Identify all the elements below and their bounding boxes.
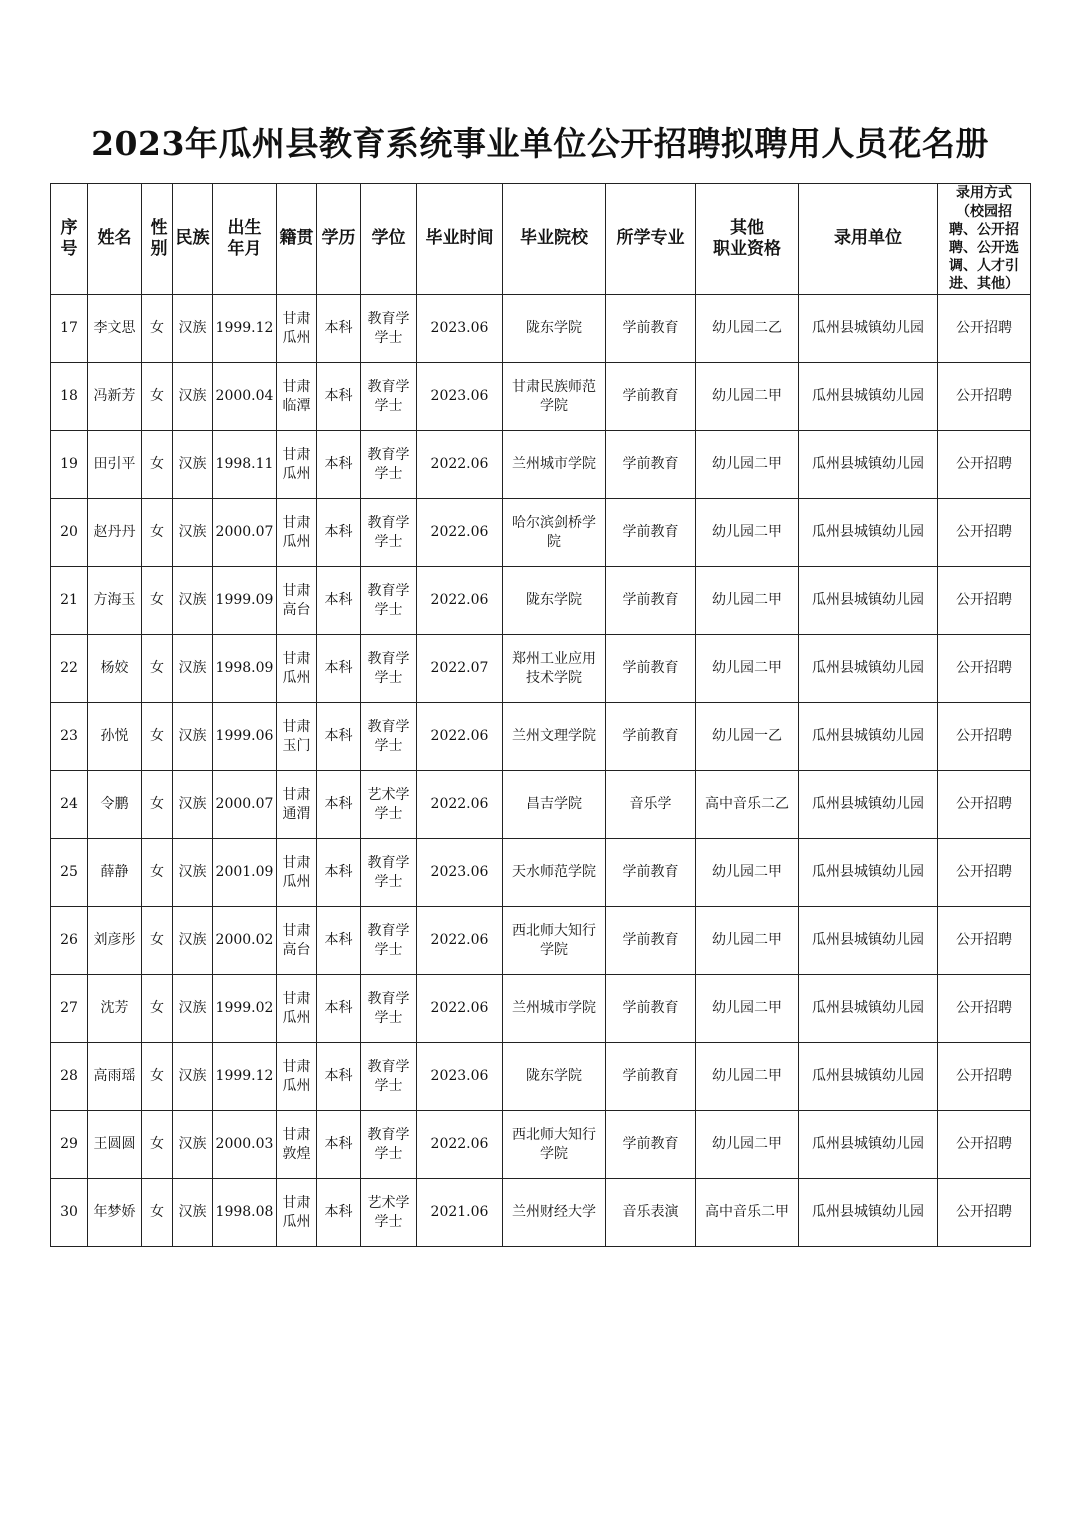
table-row [51,703,1031,771]
cell-gender: 女 [142,363,173,431]
cell-major: 学前教育 [606,499,696,567]
header-unit: 录用单位 [799,184,938,295]
cell-education: 本科 [317,295,361,363]
cell-name: 赵丹丹 [88,499,142,567]
cell-school: 昌吉学院 [503,771,606,839]
cell-name: 李文思 [88,295,142,363]
cell-birth: 2000.07 [213,771,277,839]
cell-qualification: 幼儿园二甲 [696,839,799,907]
cell-method: 公开招聘 [938,1179,1031,1247]
cell-grad-time: 2022.06 [417,907,503,975]
cell-method: 公开招聘 [938,703,1031,771]
table-row [51,975,1031,1043]
cell-seq: 28 [51,1043,88,1111]
cell-major: 学前教育 [606,1111,696,1179]
cell-birth: 2000.07 [213,499,277,567]
cell-method: 公开招聘 [938,431,1031,499]
cell-unit: 瓜州县城镇幼儿园 [799,567,938,635]
cell-name: 王圆圆 [88,1111,142,1179]
header-seq: 序号 [51,184,88,295]
cell-gender: 女 [142,907,173,975]
cell-degree: 教育学学士 [361,363,417,431]
header-major: 所学专业 [606,184,696,295]
header-birth: 出生年月 [213,184,277,295]
cell-unit: 瓜州县城镇幼儿园 [799,1111,938,1179]
cell-ethnicity: 汉族 [173,295,213,363]
cell-grad-time: 2021.06 [417,1179,503,1247]
page-title: 2023年瓜州县教育系统事业单位公开招聘拟聘用人员花名册 [91,124,989,163]
cell-education: 本科 [317,907,361,975]
cell-method: 公开招聘 [938,975,1031,1043]
cell-degree: 教育学学士 [361,1043,417,1111]
cell-ethnicity: 汉族 [173,1111,213,1179]
cell-seq: 18 [51,363,88,431]
cell-education: 本科 [317,431,361,499]
cell-seq: 30 [51,1179,88,1247]
cell-birth: 2001.09 [213,839,277,907]
cell-unit: 瓜州县城镇幼儿园 [799,975,938,1043]
cell-origin: 甘肃瓜州 [277,499,317,567]
cell-school: 哈尔滨剑桥学院 [503,499,606,567]
table-row [51,431,1031,499]
cell-seq: 17 [51,295,88,363]
cell-qualification: 幼儿园二甲 [696,499,799,567]
header-ethnicity: 民族 [173,184,213,295]
cell-grad-time: 2023.06 [417,363,503,431]
cell-degree: 教育学学士 [361,499,417,567]
cell-gender: 女 [142,295,173,363]
cell-name: 薛静 [88,839,142,907]
cell-major: 学前教育 [606,975,696,1043]
cell-gender: 女 [142,1179,173,1247]
table-body [51,295,1031,1247]
cell-grad-time: 2022.06 [417,567,503,635]
cell-school: 陇东学院 [503,295,606,363]
cell-birth: 1998.08 [213,1179,277,1247]
cell-degree: 艺术学学士 [361,771,417,839]
cell-birth: 2000.02 [213,907,277,975]
table-row [51,907,1031,975]
cell-qualification: 幼儿园二甲 [696,363,799,431]
cell-name: 田引平 [88,431,142,499]
cell-origin: 甘肃高台 [277,907,317,975]
header-method: 录用方式（校园招聘、公开招聘、公开选调、人才引进、其他） [938,184,1031,295]
cell-name: 沈芳 [88,975,142,1043]
cell-birth: 1999.12 [213,1043,277,1111]
cell-unit: 瓜州县城镇幼儿园 [799,703,938,771]
cell-education: 本科 [317,1111,361,1179]
cell-origin: 甘肃通渭 [277,771,317,839]
header-qualification-line1: 其他 [730,217,764,238]
cell-education: 本科 [317,771,361,839]
cell-method: 公开招聘 [938,295,1031,363]
cell-birth: 1999.09 [213,567,277,635]
cell-seq: 29 [51,1111,88,1179]
cell-gender: 女 [142,567,173,635]
cell-birth: 1999.02 [213,975,277,1043]
cell-school: 兰州文理学院 [503,703,606,771]
table-row [51,1179,1031,1247]
cell-qualification: 幼儿园二甲 [696,975,799,1043]
cell-qualification: 幼儿园二甲 [696,907,799,975]
cell-education: 本科 [317,499,361,567]
cell-origin: 甘肃瓜州 [277,1179,317,1247]
cell-seq: 25 [51,839,88,907]
cell-grad-time: 2022.06 [417,499,503,567]
cell-seq: 27 [51,975,88,1043]
cell-unit: 瓜州县城镇幼儿园 [799,907,938,975]
cell-gender: 女 [142,839,173,907]
cell-degree: 教育学学士 [361,567,417,635]
cell-gender: 女 [142,1043,173,1111]
header-row [51,184,1031,295]
cell-birth: 1998.09 [213,635,277,703]
cell-school: 陇东学院 [503,1043,606,1111]
cell-grad-time: 2022.06 [417,1111,503,1179]
cell-degree: 教育学学士 [361,907,417,975]
cell-ethnicity: 汉族 [173,635,213,703]
cell-grad-time: 2022.06 [417,975,503,1043]
cell-origin: 甘肃瓜州 [277,839,317,907]
cell-major: 学前教育 [606,363,696,431]
cell-degree: 教育学学士 [361,703,417,771]
cell-school: 郑州工业应用技术学院 [503,635,606,703]
cell-degree: 教育学学士 [361,295,417,363]
table-row [51,499,1031,567]
cell-birth: 2000.04 [213,363,277,431]
cell-school: 兰州城市学院 [503,431,606,499]
cell-unit: 瓜州县城镇幼儿园 [799,499,938,567]
cell-major: 学前教育 [606,1043,696,1111]
cell-origin: 甘肃瓜州 [277,635,317,703]
cell-grad-time: 2023.06 [417,839,503,907]
cell-major: 学前教育 [606,635,696,703]
cell-seq: 24 [51,771,88,839]
table-row [51,295,1031,363]
cell-ethnicity: 汉族 [173,975,213,1043]
cell-degree: 教育学学士 [361,1111,417,1179]
table-row [51,1043,1031,1111]
cell-origin: 甘肃临潭 [277,363,317,431]
cell-ethnicity: 汉族 [173,363,213,431]
cell-school: 兰州城市学院 [503,975,606,1043]
cell-ethnicity: 汉族 [173,703,213,771]
cell-unit: 瓜州县城镇幼儿园 [799,771,938,839]
cell-gender: 女 [142,703,173,771]
cell-unit: 瓜州县城镇幼儿园 [799,363,938,431]
cell-seq: 26 [51,907,88,975]
cell-seq: 23 [51,703,88,771]
cell-qualification: 高中音乐二甲 [696,1179,799,1247]
cell-gender: 女 [142,635,173,703]
cell-name: 杨姣 [88,635,142,703]
cell-origin: 甘肃瓜州 [277,1043,317,1111]
cell-method: 公开招聘 [938,1043,1031,1111]
cell-method: 公开招聘 [938,499,1031,567]
cell-degree: 教育学学士 [361,839,417,907]
cell-ethnicity: 汉族 [173,431,213,499]
cell-name: 方海玉 [88,567,142,635]
cell-major: 学前教育 [606,431,696,499]
cell-education: 本科 [317,363,361,431]
cell-unit: 瓜州县城镇幼儿园 [799,839,938,907]
cell-origin: 甘肃瓜州 [277,295,317,363]
cell-unit: 瓜州县城镇幼儿园 [799,1043,938,1111]
cell-school: 天水师范学院 [503,839,606,907]
cell-unit: 瓜州县城镇幼儿园 [799,1179,938,1247]
cell-origin: 甘肃玉门 [277,703,317,771]
cell-seq: 19 [51,431,88,499]
cell-name: 高雨瑶 [88,1043,142,1111]
cell-origin: 甘肃瓜州 [277,975,317,1043]
header-school: 毕业院校 [503,184,606,295]
cell-gender: 女 [142,431,173,499]
header-name: 姓名 [88,184,142,295]
cell-qualification: 幼儿园二甲 [696,1043,799,1111]
cell-seq: 20 [51,499,88,567]
table-header [51,184,1031,295]
cell-education: 本科 [317,1043,361,1111]
cell-ethnicity: 汉族 [173,567,213,635]
cell-qualification: 幼儿园二甲 [696,567,799,635]
cell-ethnicity: 汉族 [173,839,213,907]
roster-table [50,183,1031,1247]
cell-education: 本科 [317,635,361,703]
cell-gender: 女 [142,1111,173,1179]
header-gender: 性别 [142,184,173,295]
header-degree: 学位 [361,184,417,295]
table-row [51,1111,1031,1179]
cell-origin: 甘肃高台 [277,567,317,635]
cell-school: 兰州财经大学 [503,1179,606,1247]
cell-degree: 教育学学士 [361,431,417,499]
cell-method: 公开招聘 [938,1111,1031,1179]
cell-unit: 瓜州县城镇幼儿园 [799,295,938,363]
cell-method: 公开招聘 [938,839,1031,907]
cell-name: 冯新芳 [88,363,142,431]
cell-major: 音乐表演 [606,1179,696,1247]
cell-unit: 瓜州县城镇幼儿园 [799,635,938,703]
cell-education: 本科 [317,975,361,1043]
cell-major: 学前教育 [606,839,696,907]
cell-qualification: 幼儿园二甲 [696,635,799,703]
cell-degree: 教育学学士 [361,635,417,703]
cell-birth: 1999.12 [213,295,277,363]
cell-grad-time: 2023.06 [417,1043,503,1111]
cell-education: 本科 [317,703,361,771]
cell-ethnicity: 汉族 [173,907,213,975]
cell-method: 公开招聘 [938,635,1031,703]
cell-qualification: 幼儿园二甲 [696,1111,799,1179]
cell-major: 学前教育 [606,703,696,771]
cell-ethnicity: 汉族 [173,1043,213,1111]
cell-qualification: 高中音乐二乙 [696,771,799,839]
cell-grad-time: 2022.06 [417,703,503,771]
cell-birth: 2000.03 [213,1111,277,1179]
cell-method: 公开招聘 [938,907,1031,975]
cell-gender: 女 [142,499,173,567]
header-education: 学历 [317,184,361,295]
cell-birth: 1999.06 [213,703,277,771]
cell-ethnicity: 汉族 [173,1179,213,1247]
cell-gender: 女 [142,771,173,839]
table-row [51,635,1031,703]
cell-grad-time: 2022.06 [417,771,503,839]
cell-school: 西北师大知行学院 [503,1111,606,1179]
cell-name: 刘彦彤 [88,907,142,975]
cell-method: 公开招聘 [938,771,1031,839]
table-row [51,567,1031,635]
cell-school: 陇东学院 [503,567,606,635]
cell-unit: 瓜州县城镇幼儿园 [799,431,938,499]
cell-grad-time: 2022.07 [417,635,503,703]
cell-name: 孙悦 [88,703,142,771]
cell-gender: 女 [142,975,173,1043]
cell-seq: 22 [51,635,88,703]
cell-qualification: 幼儿园二乙 [696,295,799,363]
cell-grad-time: 2022.06 [417,431,503,499]
table-row [51,363,1031,431]
cell-major: 学前教育 [606,567,696,635]
cell-origin: 甘肃瓜州 [277,431,317,499]
cell-birth: 1998.11 [213,431,277,499]
cell-ethnicity: 汉族 [173,499,213,567]
header-grad-time: 毕业时间 [417,184,503,295]
header-origin: 籍贯 [277,184,317,295]
cell-method: 公开招聘 [938,363,1031,431]
cell-degree: 艺术学学士 [361,1179,417,1247]
table-row [51,771,1031,839]
cell-major: 学前教育 [606,907,696,975]
cell-school: 甘肃民族师范学院 [503,363,606,431]
cell-education: 本科 [317,1179,361,1247]
cell-seq: 21 [51,567,88,635]
cell-name: 年梦娇 [88,1179,142,1247]
header-qualification [696,184,799,295]
table-row [51,839,1031,907]
cell-school: 西北师大知行学院 [503,907,606,975]
cell-ethnicity: 汉族 [173,771,213,839]
cell-education: 本科 [317,567,361,635]
cell-origin: 甘肃敦煌 [277,1111,317,1179]
header-qualification-line2: 职业资格 [713,239,781,259]
cell-qualification: 幼儿园二甲 [696,431,799,499]
cell-qualification: 幼儿园一乙 [696,703,799,771]
cell-education: 本科 [317,839,361,907]
cell-grad-time: 2023.06 [417,295,503,363]
cell-major: 音乐学 [606,771,696,839]
cell-method: 公开招聘 [938,567,1031,635]
cell-degree: 教育学学士 [361,975,417,1043]
cell-name: 令鹏 [88,771,142,839]
cell-major: 学前教育 [606,295,696,363]
